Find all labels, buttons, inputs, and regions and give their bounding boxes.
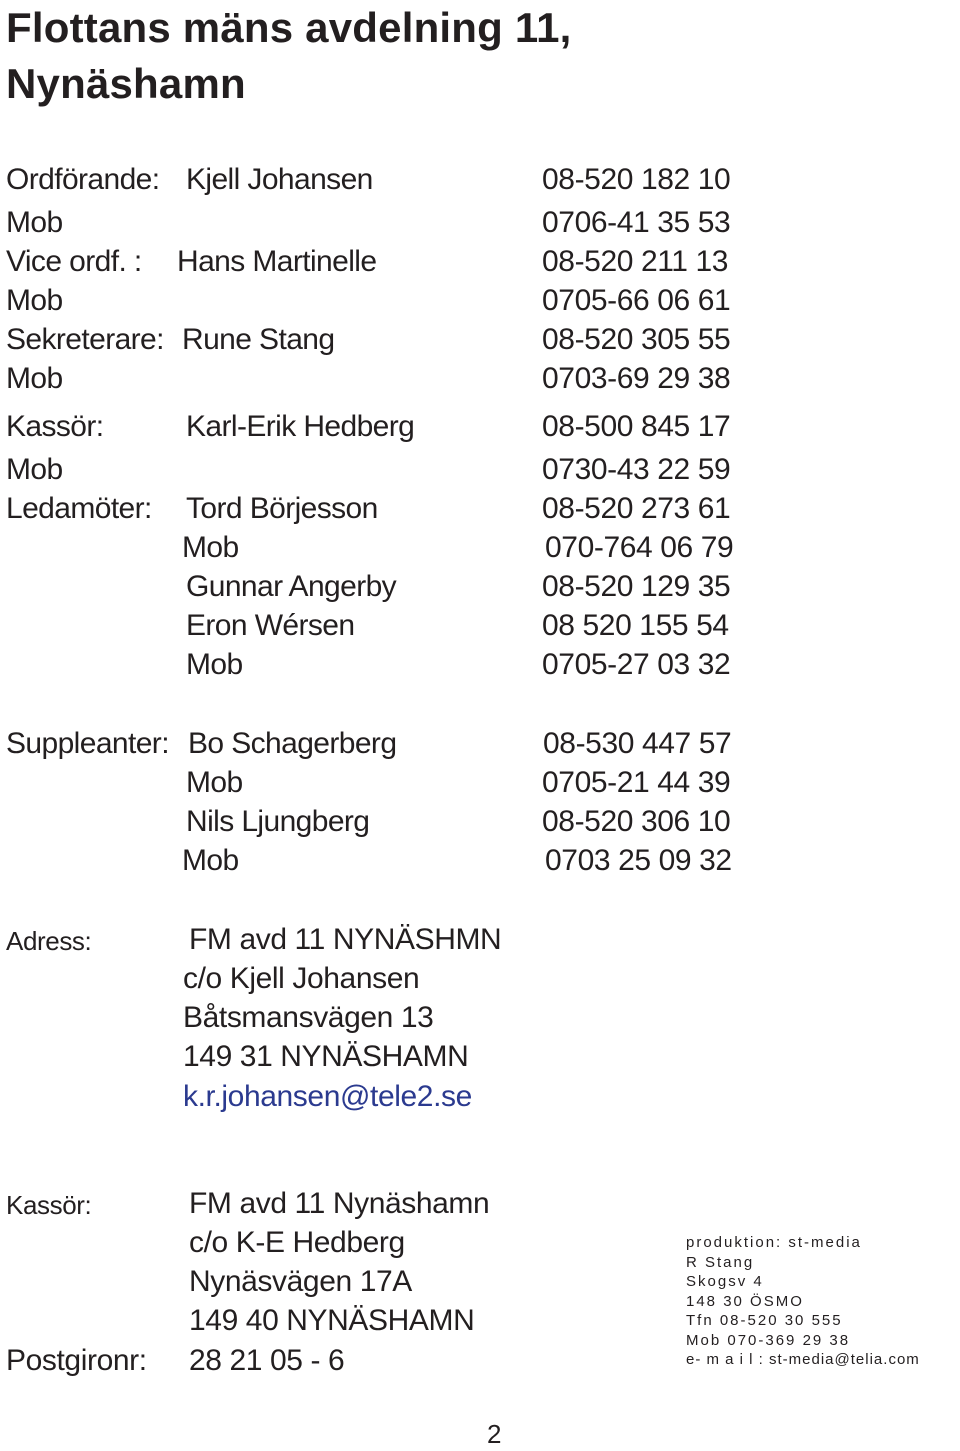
phone-number: 0705-66 06 61 [542,284,731,317]
member-name: Rune Stang [182,323,335,356]
role-label: Kassör: [6,410,104,443]
member-name: Karl-Erik Hedberg [186,410,415,443]
board-row-treasurer-mobile [0,450,960,490]
phone-number: 070-764 06 79 [545,531,734,564]
phone-number: 08-520 211 13 [542,245,729,278]
member-name: Eron Wérsen [186,609,355,642]
treasurer-address-line: 149 40 NYNÄSHAMN [189,1304,475,1337]
page-number: 2 [487,1419,502,1449]
phone-number: 0730-43 22 59 [542,453,731,486]
board-row-deputy [0,802,960,842]
title-line-2: Nynäshamn [6,60,246,107]
board-row-member-mobile [0,528,960,568]
role-label: Mob [6,284,63,317]
email-link[interactable]: k.r.johansen@tele2.se [183,1080,472,1113]
credits-line: 148 30 ÖSMO [686,1292,804,1310]
treasurer-address-line: c/o K-E Hedberg [189,1226,405,1259]
address-line: FM avd 11 NYNÄSHMN [189,923,502,956]
postgiro-label: Postgironr: [6,1344,147,1377]
role-label: Mob [6,453,63,486]
board-row-deputy-mobile [0,763,960,803]
phone-number: 08-520 305 55 [542,323,731,356]
credits-email-line: e- m a i l : st-media@telia.com [686,1351,920,1368]
member-name: Mob [186,766,243,799]
member-name: Mob [182,531,239,564]
role-label: Vice ordf. : [6,245,142,278]
phone-number: 0703-69 29 38 [542,362,731,395]
role-label: Mob [6,362,63,395]
credits-line: Skogsv 4 [686,1273,764,1290]
phone-number: 08 520 155 54 [542,609,729,642]
board-row-member [0,606,960,646]
board-row-secretary-mobile [0,359,960,399]
phone-number: 08-520 182 10 [542,163,731,196]
board-row-chair [0,160,960,200]
phone-number: 08-520 306 10 [542,805,731,838]
phone-number: 0705-27 03 32 [542,648,731,681]
address-label: Adress: [6,926,92,956]
treasurer-address-line: Nynäsvägen 17A [189,1265,412,1298]
treasurer-address-line: FM avd 11 Nynäshamn [189,1187,490,1220]
postgiro-value: 28 21 05 - 6 [189,1344,345,1377]
address-line: Båtsmansvägen 13 [183,1001,434,1034]
member-name: Mob [182,844,239,877]
board-row-treasurer [0,407,960,447]
role-label: Ledamöter: [6,492,152,525]
member-name: Mob [186,648,243,681]
member-name: Nils Ljungberg [186,805,370,838]
credits-line: R Stang [686,1253,755,1271]
role-label: Ordförande: [6,163,160,196]
page-title [6,0,572,112]
credits-line: Mob 070-369 29 38 [686,1331,851,1349]
address-line: 149 31 NYNÄSHAMN [183,1040,469,1073]
phone-number: 08-500 845 17 [542,410,731,443]
member-name: Gunnar Angerby [186,570,397,603]
title-line-1: Flottans mäns avdelning 11, [6,4,572,51]
phone-number: 08-530 447 57 [543,727,732,760]
board-row-member-mobile [0,645,960,685]
phone-number: 08-520 273 61 [542,492,731,525]
role-label: Suppleanter: [6,727,169,760]
credits-line: Tfn 08-520 30 555 [686,1312,843,1329]
board-row-vice-chair-mobile [0,281,960,321]
board-row-secretary [0,320,960,360]
treasurer-label: Kassör: [6,1190,92,1220]
address-line: c/o Kjell Johansen [183,962,420,995]
phone-number: 0703 25 09 32 [545,844,732,877]
role-label: Sekreterare: [6,323,164,356]
member-name: Kjell Johansen [186,163,373,196]
role-label: Mob [6,206,63,239]
production-credits [686,1233,920,1370]
member-name: Hans Martinelle [177,245,377,278]
board-row-deputies [0,724,960,764]
phone-number: 0705-21 44 39 [542,766,731,799]
board-row-deputy-mobile [0,841,960,881]
member-name: Tord Börjesson [186,492,378,525]
credits-line: produktion: st-media [686,1234,862,1251]
board-row-vice-chair [0,242,960,282]
phone-number: 08-520 129 35 [542,570,731,603]
board-row-chair-mobile [0,203,960,243]
board-row-members [0,489,960,529]
phone-number: 0706-41 35 53 [542,206,731,239]
board-row-member [0,567,960,607]
member-name: Bo Schagerberg [188,727,397,760]
